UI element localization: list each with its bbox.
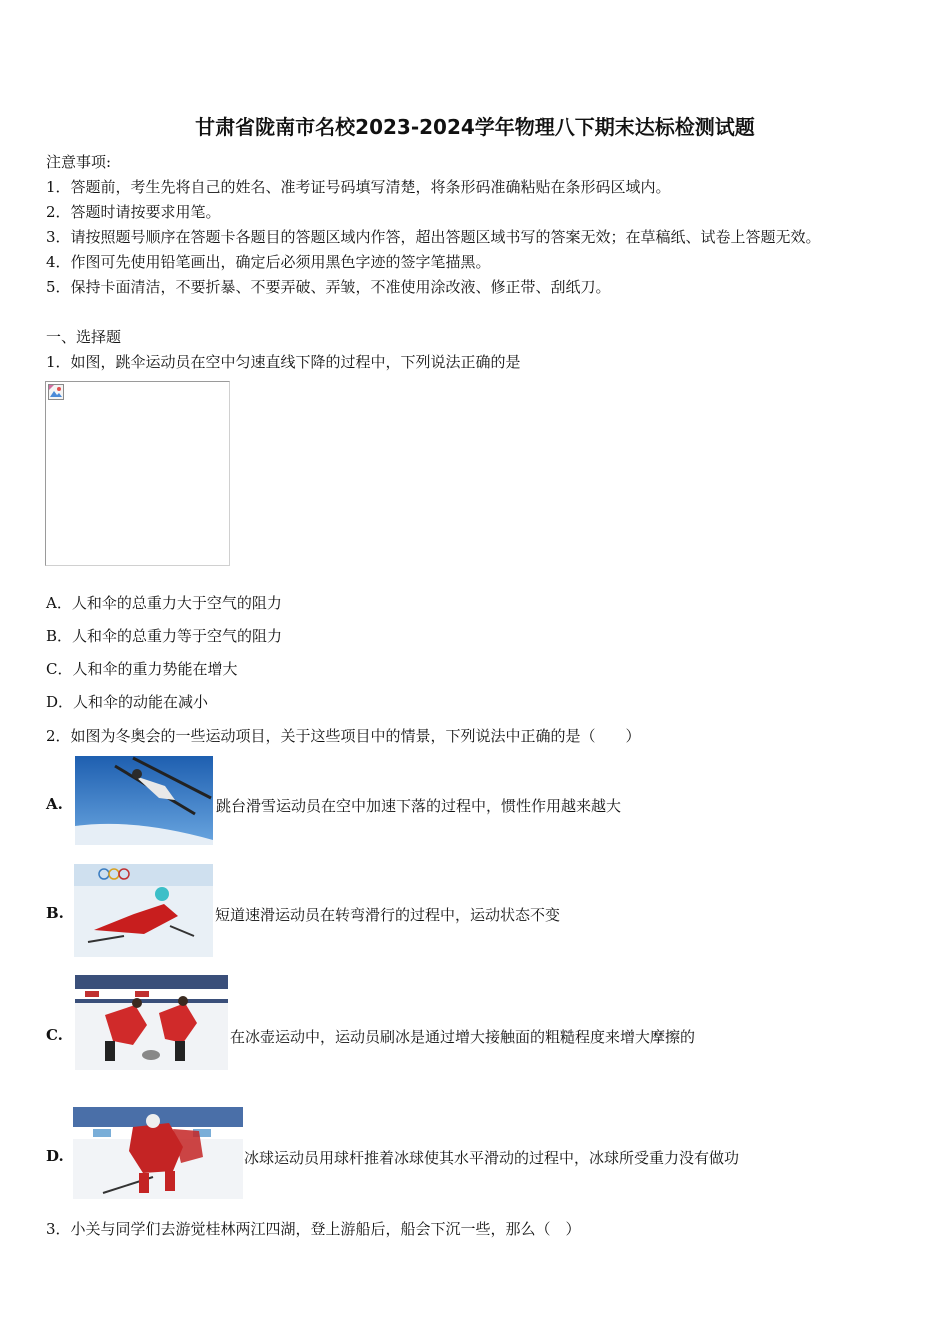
q2-option-c-text: 在冰壶运动中，运动员刷冰是通过增大接触面的粗糙程度来增大摩擦的 bbox=[230, 1028, 696, 1046]
ski-jump-photo bbox=[75, 756, 213, 845]
question-3-stem: 3．小关与同学们去游觉桂林两江四湖，登上游船后，船会下沉一些，那么（ ） bbox=[46, 1220, 581, 1238]
q1-option-c: C．人和伞的重力势能在增大 bbox=[46, 660, 238, 678]
notice-item: 3．请按照题号顺序在答题卡各题目的答题区域内作答，超出答题区域书写的答案无效；在草稿纸、试卷上答题无效。 bbox=[46, 228, 821, 246]
question-1-stem: 1．如图，跳伞运动员在空中匀速直线下降的过程中，下列说法正确的是 bbox=[46, 353, 521, 371]
notice-item: 1．答题前，考生先将自己的姓名、准考证号码填写清楚，将条形码准确粘贴在条形码区域内。 bbox=[46, 178, 671, 196]
q1-option-a: A．人和伞的总重力大于空气的阻力 bbox=[46, 594, 282, 612]
q2-option-b-text: 短道速滑运动员在转弯滑行的过程中，运动状态不变 bbox=[215, 906, 561, 924]
short-track-photo bbox=[74, 864, 213, 957]
q2-option-b-label: B. bbox=[46, 904, 64, 922]
q2-option-c-label: C. bbox=[46, 1026, 63, 1044]
notice-heading: 注意事项: bbox=[46, 153, 112, 171]
q2-option-a-label: A. bbox=[46, 795, 63, 813]
notice-item: 5．保持卡面清洁，不要折暴、不要弄破、弄皱，不准使用涂改液、修正带、刮纸刀。 bbox=[46, 278, 611, 296]
notice-item: 2．答题时请按要求用笔。 bbox=[46, 203, 221, 221]
broken-image-icon bbox=[48, 384, 64, 400]
q1-option-b: B．人和伞的总重力等于空气的阻力 bbox=[46, 627, 283, 645]
q1-option-d: D．人和伞的动能在减小 bbox=[46, 693, 209, 711]
q2-option-d-label: D. bbox=[46, 1147, 64, 1165]
q2-option-d-text: 冰球运动员用球杆推着冰球使其水平滑动的过程中，冰球所受重力没有做功 bbox=[244, 1149, 740, 1167]
q2-option-a-text: 跳台滑雪运动员在空中加速下落的过程中，惯性作用越来越大 bbox=[216, 797, 622, 815]
page-title: 甘肃省陇南市名校2023-2024学年物理八下期末达标检测试题 bbox=[195, 115, 755, 139]
broken-image-placeholder bbox=[45, 381, 230, 566]
ice-hockey-photo bbox=[73, 1107, 243, 1199]
question-2-stem: 2．如图为冬奥会的一些运动项目，关于这些项目中的情景，下列说法中正确的是（ ） bbox=[46, 727, 641, 745]
section-heading: 一、选择题 bbox=[46, 328, 122, 346]
curling-photo bbox=[75, 975, 228, 1070]
notice-item: 4．作图可先使用铅笔画出，确定后必须用黑色字迹的签字笔描黑。 bbox=[46, 253, 491, 271]
